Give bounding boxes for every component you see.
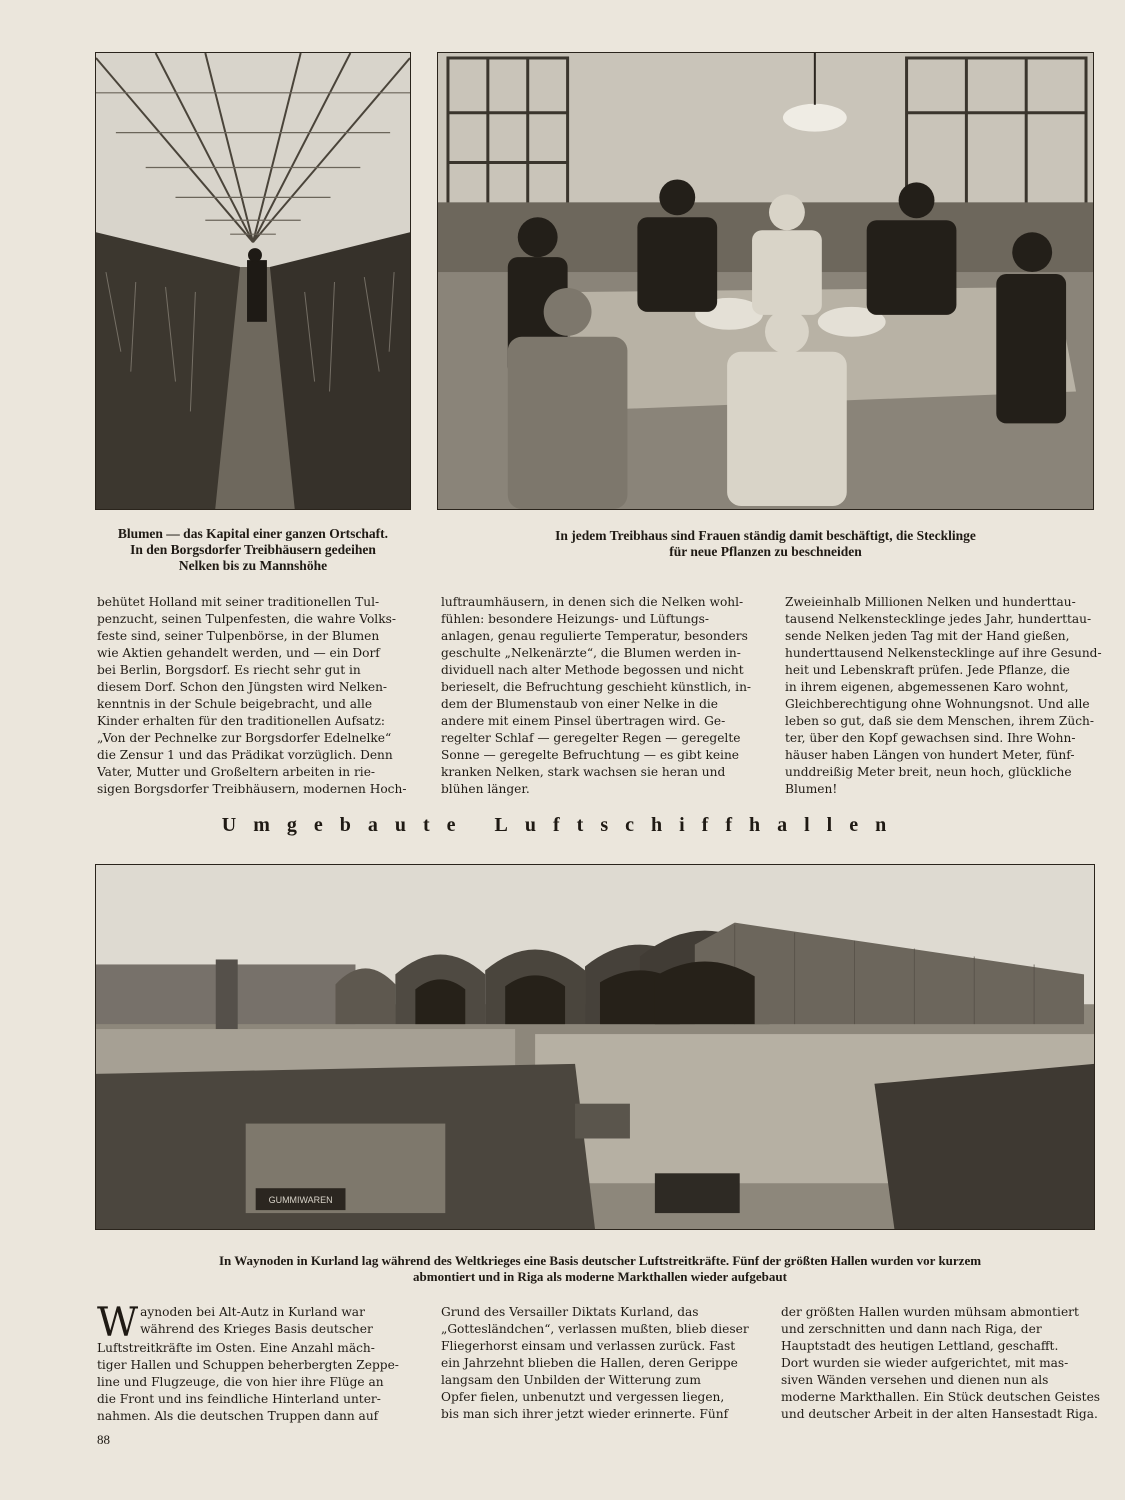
airship-halls-photo bbox=[95, 864, 1095, 1230]
text-line: Vater, Mutter und Großeltern arbeiten in rie- bbox=[97, 765, 376, 779]
text-line: ter, über den Kopf gewachsen sind. Ihre Wohn- bbox=[785, 731, 1076, 745]
article2-column-2 bbox=[441, 1304, 759, 1423]
caption-line: Nelken bis zu Mannshöhe bbox=[178, 558, 328, 573]
text-line: Opfer fielen, unbenutzt und vergessen liegen, bbox=[441, 1390, 725, 1404]
article2-column-3 bbox=[781, 1304, 1107, 1423]
article1-column-1 bbox=[97, 594, 415, 798]
shop-sign: GUMMIWAREN bbox=[268, 1195, 333, 1206]
text-line: line und Flugzeuge, die von hier ihre Flüge an bbox=[97, 1375, 384, 1389]
text-line: nahmen. Als die deutschen Truppen dann auf bbox=[97, 1409, 379, 1423]
text-line: während des Krieges Basis deutscher bbox=[140, 1322, 373, 1336]
text-line: dem der Blumenstaub von einer Nelke in die bbox=[441, 697, 719, 711]
text-line: Fliegerhorst einsam und verlassen zurück. Fast bbox=[441, 1339, 736, 1353]
caption-line: In jedem Treibhaus sind Frauen ständig damit beschäftigt, die Stecklinge bbox=[555, 528, 976, 543]
text-line: „Gottesländchen“, verlassen mußten, blieb dieser bbox=[441, 1322, 749, 1336]
text-line: die Front und ins feindliche Hinterland unter- bbox=[97, 1392, 381, 1406]
text-line: bis man sich ihrer jetzt wieder erinnerte. Fünf bbox=[441, 1407, 729, 1421]
caption-line: Blumen — das Kapital einer ganzen Ortschaft. bbox=[117, 526, 389, 541]
text-line: kranken Nelken, stark wachsen sie heran und bbox=[441, 765, 726, 779]
text-line: Blumen! bbox=[785, 782, 838, 796]
page-number: 88 bbox=[97, 1432, 110, 1447]
women-caption bbox=[437, 528, 1094, 560]
text-line: die Zensur 1 und das Prädikat vorzüglich. Denn bbox=[97, 748, 393, 762]
text-line: in ihrem eigenen, abgemessenen Karo wohnt, bbox=[785, 680, 1069, 694]
text-line: siven Wänden versehen und dienen nun als bbox=[781, 1373, 1049, 1387]
text-line: Dort wurden sie wieder aufgerichtet, mit mas- bbox=[781, 1356, 1069, 1370]
text-line: Hauptstadt des heutigen Lettland, geschafft. bbox=[781, 1339, 1059, 1353]
text-line: und deutscher Arbeit in der alten Hansestadt Riga. bbox=[781, 1407, 1098, 1421]
text-line: wie Aktien gehandelt werden, und — ein Dorf bbox=[97, 646, 380, 660]
text-line: feste sind, seiner Tulpenbörse, in der Blumen bbox=[97, 629, 380, 643]
caption-line: In den Borgsdorfer Treibhäusern gedeihen bbox=[130, 542, 376, 557]
text-line: luftraumhäusern, in denen sich die Nelken wohl- bbox=[441, 595, 744, 609]
text-line: behütet Holland mit seiner traditionellen Tul- bbox=[97, 595, 380, 609]
text-line: Kinder erhalten für den traditionellen Aufsatz: bbox=[97, 714, 385, 728]
text-line: anlagen, genau regulierte Temperatur, besonders bbox=[441, 629, 748, 643]
text-line: blühen länger. bbox=[441, 782, 530, 796]
text-line: bei Berlin, Borgsdorf. Es riecht sehr gut in bbox=[97, 663, 361, 677]
greenhouse-caption bbox=[95, 526, 411, 574]
caption-line: für neue Pflanzen zu beschneiden bbox=[669, 544, 862, 559]
text-line: tausend Nelkenstecklinge jedes Jahr, hunderttau- bbox=[785, 612, 1092, 626]
text-line: regelter Schlaf — geregelter Regen — geregelte bbox=[441, 731, 741, 745]
text-line: Luftstreitkräfte im Osten. Eine Anzahl mäch- bbox=[97, 1341, 375, 1355]
text-line: dividuell nach alter Methode begossen und nicht bbox=[441, 663, 744, 677]
text-line: berieselt, die Befruchtung geschieht künstlich, in- bbox=[441, 680, 752, 694]
text-line: ein Jahrzehnt blieben die Hallen, deren Gerippe bbox=[441, 1356, 738, 1370]
text-line: andere mit einem Pinsel übertragen wird. Ge- bbox=[441, 714, 726, 728]
text-line: langsam den Unbilden der Witterung zum bbox=[441, 1373, 701, 1387]
text-line: Zweieinhalb Millionen Nelken und hunderttau- bbox=[785, 595, 1076, 609]
text-line: fühlen: besondere Heizungs- und Lüftungs- bbox=[441, 612, 710, 626]
text-line: Grund des Versailler Diktats Kurland, das bbox=[441, 1305, 699, 1319]
text-line: Gleichberechtigung ohne Wohnungsnot. Und alle bbox=[785, 697, 1090, 711]
section-heading: Umgebaute Luftschiffhallen bbox=[221, 814, 904, 836]
text-line: sende Nelken jeden Tag mit der Hand gießen, bbox=[785, 629, 1070, 643]
caption-line: abmontiert und in Riga als moderne Markthallen wieder aufgebaut bbox=[413, 1269, 787, 1284]
text-line: moderne Markthallen. Ein Stück deutschen Geistes bbox=[781, 1390, 1101, 1404]
text-line: „Von der Pechnelke zur Borgsdorfer Edelnelke“ bbox=[97, 731, 392, 745]
greenhouse-photo bbox=[95, 52, 411, 510]
caption-line: In Waynoden in Kurland lag während des Weltkrieges eine Basis deutscher Luftstreitkräfte. Fünf der größten Hallen wurden vor kurzem bbox=[218, 1253, 982, 1268]
article1-column-3 bbox=[785, 594, 1103, 798]
text-line: diesem Dorf. Schon den Jüngsten wird Nelken- bbox=[97, 680, 388, 694]
article2-column-1 bbox=[97, 1300, 415, 1425]
text-line: Sonne — geregelte Befruchtung — es gibt keine bbox=[441, 748, 740, 762]
text-line: heit und Lebenskraft prüfen. Jede Pflanze, die bbox=[785, 663, 1070, 677]
text-line: aynoden bei Alt-Autz in Kurland war bbox=[140, 1305, 365, 1319]
text-line: häuser haben Längen von hundert Meter, fünf- bbox=[785, 748, 1075, 762]
text-line: leben so gut, daß sie dem Menschen, ihrem Züch- bbox=[785, 714, 1094, 728]
text-line: kenntnis in der Schule beigebracht, und alle bbox=[97, 697, 373, 711]
text-line: penzucht, seinen Tulpenfesten, die wahre Volks- bbox=[97, 612, 396, 626]
text-line: der größten Hallen wurden mühsam abmontiert bbox=[781, 1305, 1079, 1319]
women-at-table-photo bbox=[437, 52, 1094, 510]
text-line: hunderttausend Nelkenstecklinge auf ihre Gesund- bbox=[785, 646, 1102, 660]
text-line: geschulte „Nelkenärzte“, die Blumen werden in- bbox=[441, 646, 741, 660]
airship-halls-caption bbox=[95, 1253, 1105, 1285]
text-line: tiger Hallen und Schuppen beherbergten Zeppe- bbox=[97, 1358, 399, 1372]
text-line: und zerschnitten und dann nach Riga, der bbox=[781, 1322, 1042, 1336]
text-line: unddreißig Meter breit, neun hoch, glückliche bbox=[785, 765, 1072, 779]
article1-column-2 bbox=[441, 594, 759, 798]
drop-cap: W bbox=[97, 1300, 139, 1346]
text-line: sigen Borgsdorfer Treibhäusern, modernen Hoch- bbox=[97, 782, 407, 796]
